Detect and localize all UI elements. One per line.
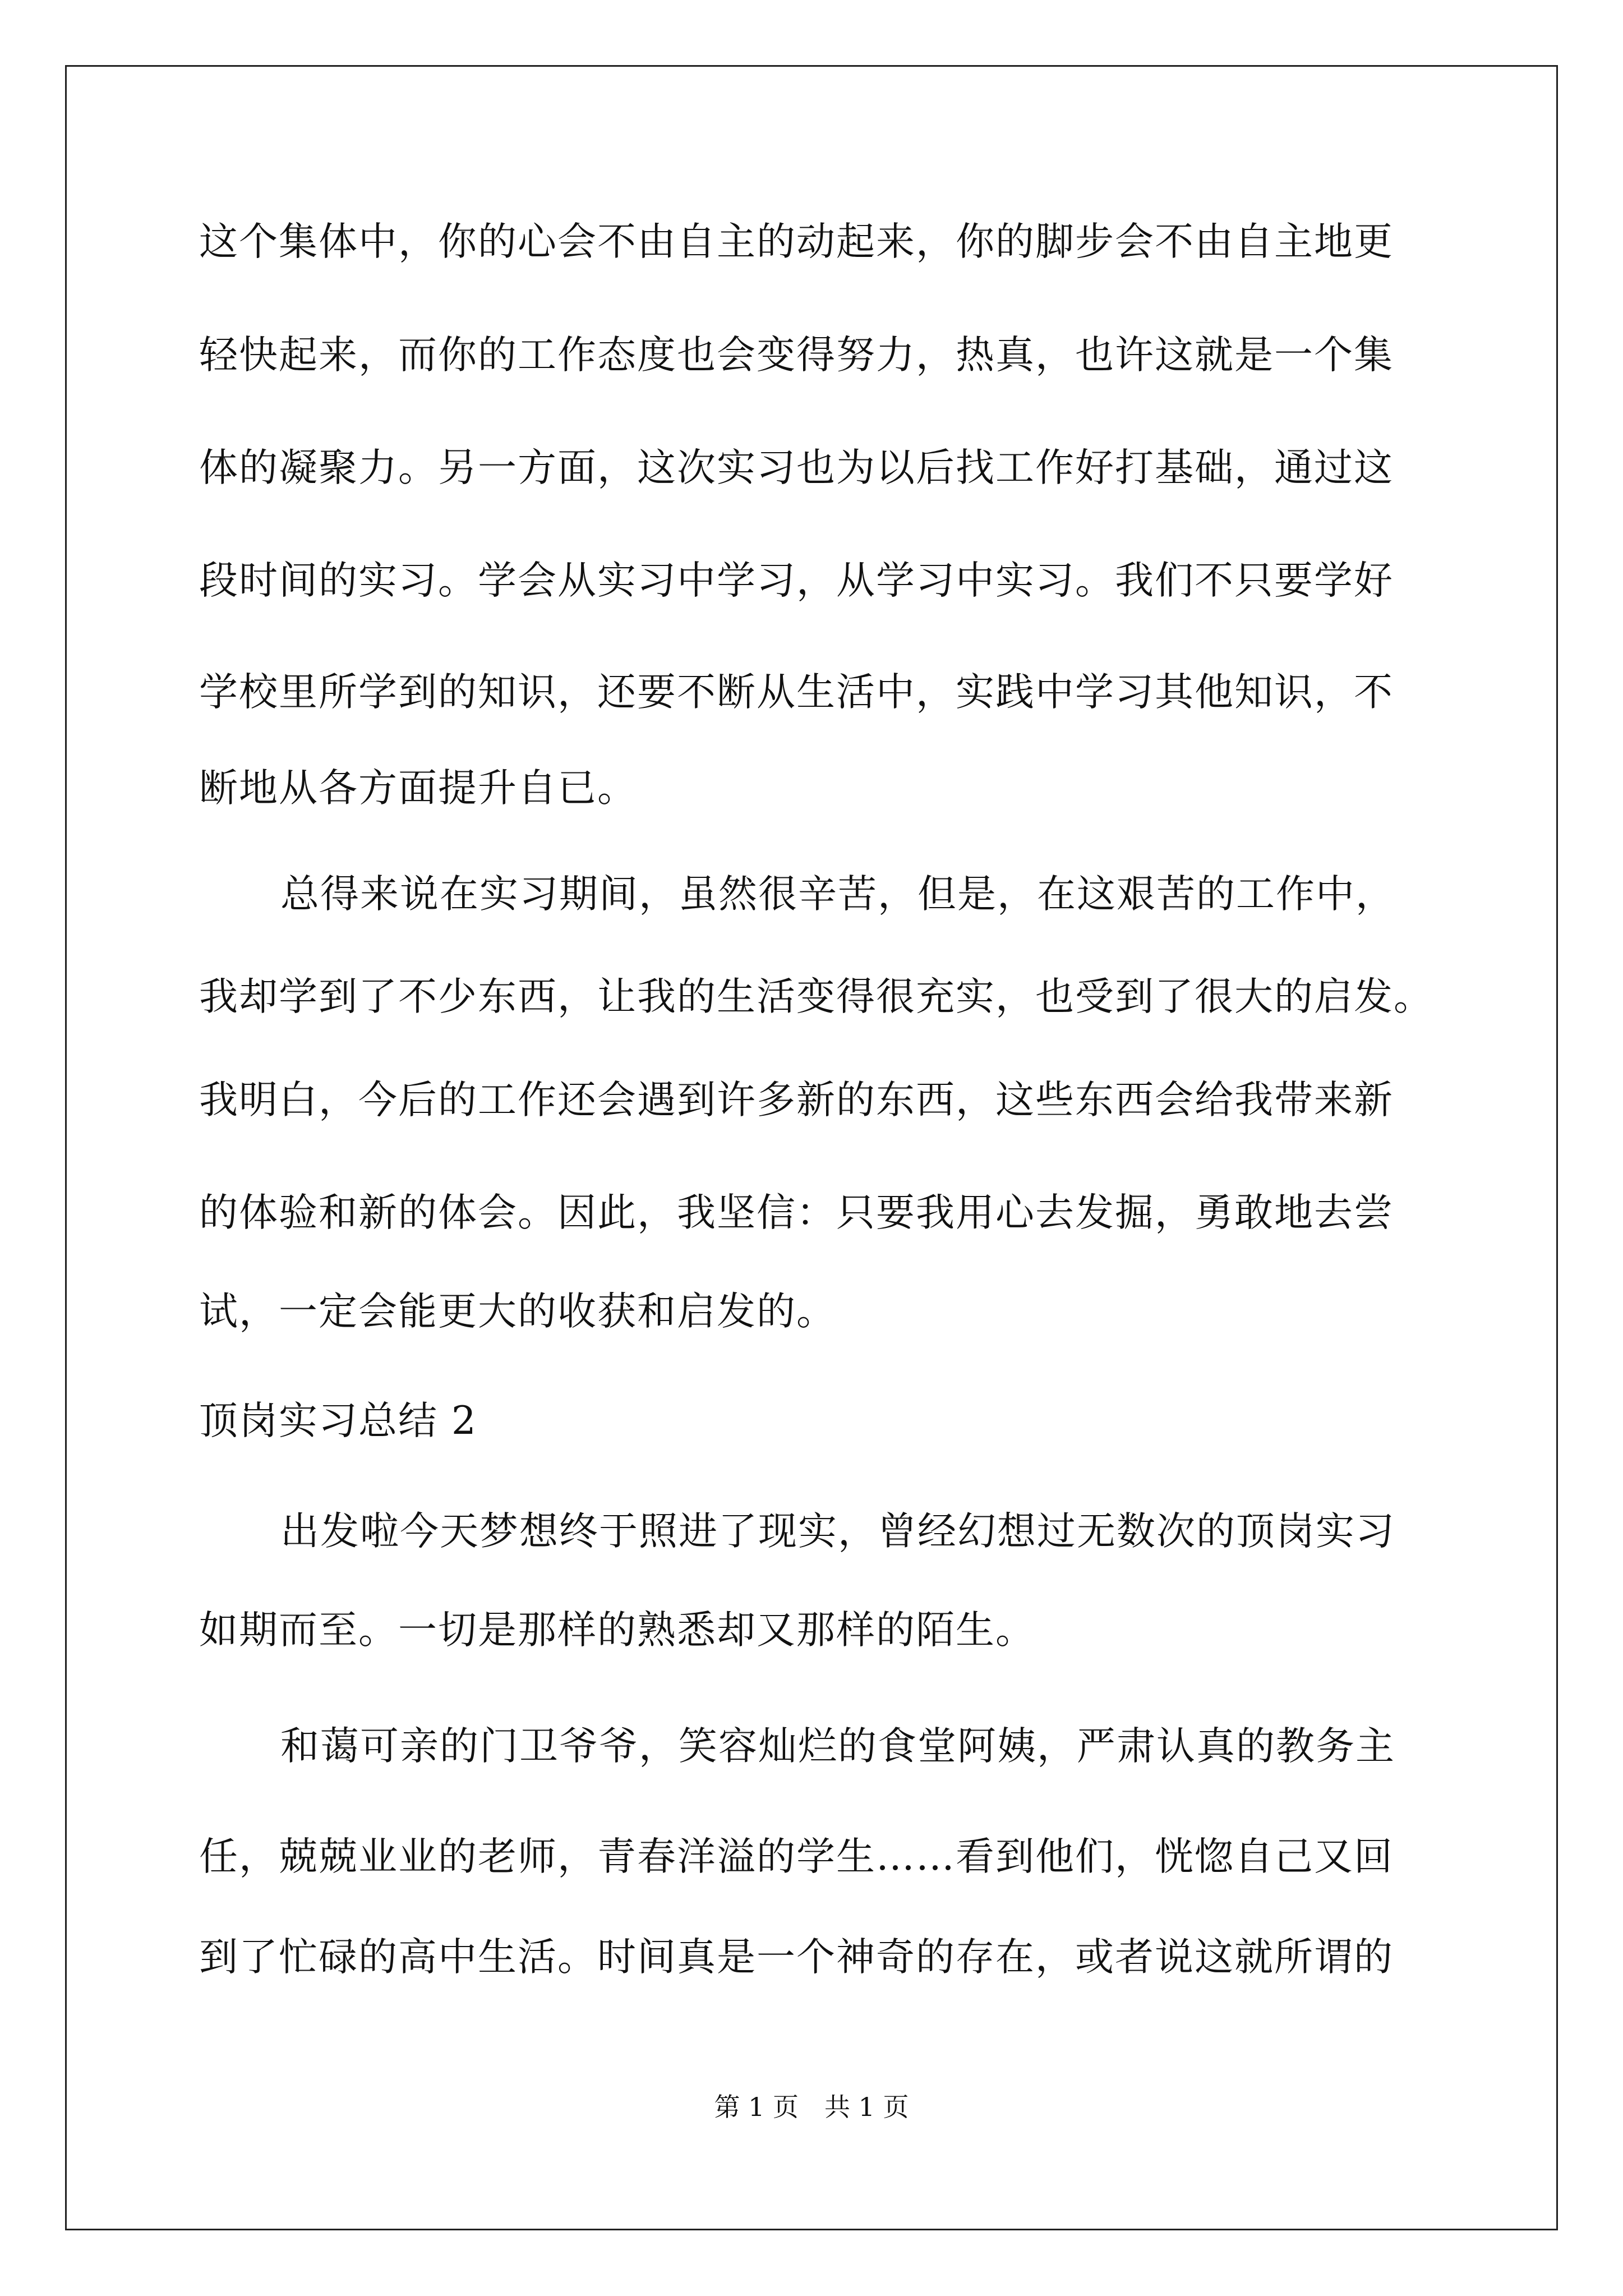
text-line: 我却学到了不少东西，让我的生活变得很充实，也受到了很大的启发。 [199,974,1433,1019]
text-line: 的体验和新的体会。因此，我坚信：只要我用心去发掘，勇敢地去尝 [199,1190,1394,1235]
text-line: 到了忙碌的高中生活。时间真是一个神奇的存在，或者说这就所谓的 [199,1935,1394,1980]
page-total: 共 1 页 [824,2092,909,2122]
page-footer [0,2094,1623,2120]
text-line: 断地从各方面提升自已。 [199,766,637,811]
text-line: 体的凝聚力。另一方面，这次实习也为以后找工作好打基础，通过这 [199,445,1394,490]
text-line: 我明白，今后的工作还会遇到许多新的东西，这些东西会给我带来新 [199,1078,1394,1122]
text-line: 这个集体中，你的心会不由自主的动起来，你的脚步会不由自主地更 [199,219,1394,264]
text-line: 试，一定会能更大的收获和启发的。 [199,1289,836,1334]
text-line: 和蔼可亲的门卫爷爷，笑容灿烂的食堂阿姨，严肃认真的教务主 [280,1724,1395,1769]
text-line: 轻快起来，而你的工作态度也会变得努力，热真，也许这就是一个集 [199,333,1394,378]
text-line: 出发啦今天梦想终于照进了现实，曾经幻想过无数次的顶岗实习 [280,1509,1395,1554]
text-line: 总得来说在实习期间，虽然很辛苦，但是，在这艰苦的工作中， [280,872,1395,917]
text-line: 如期而至。一切是那样的熟悉却又那样的陌生。 [199,1608,1035,1653]
section-heading: 顶岗实习总结 2 [199,1398,477,1443]
text-line: 任，兢兢业业的老师，青春洋溢的学生……看到他们，恍惚自己又回 [199,1834,1394,1879]
page-number: 第 1 页 [714,2092,799,2122]
text-line: 学校里所学到的知识，还要不断从生活中，实践中学习其他知识，不 [199,670,1394,715]
page-border [65,65,1558,2230]
text-line: 段时间的实习。学会从实习中学习，从学习中实习。我们不只要学好 [199,558,1394,603]
